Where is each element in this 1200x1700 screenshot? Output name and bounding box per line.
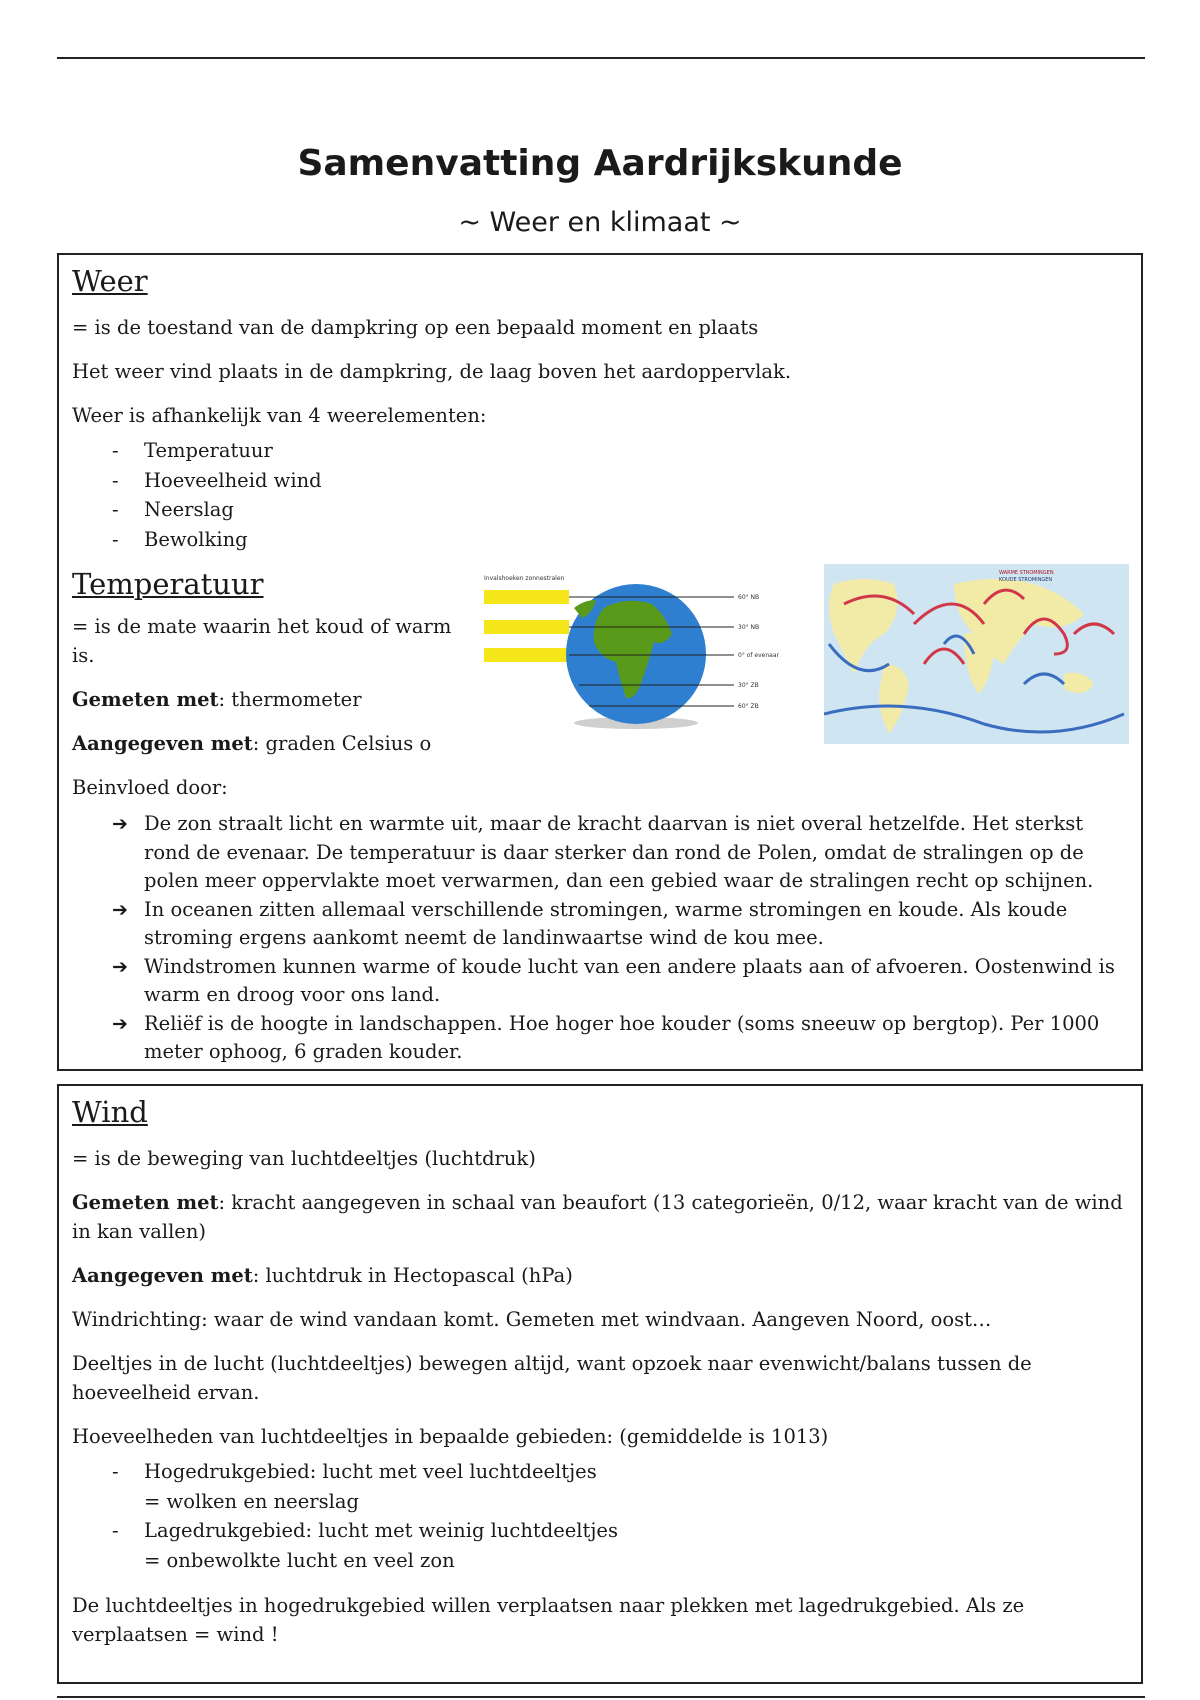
arrow-right-icon: ➔	[112, 955, 128, 978]
weer-heading: Weer	[72, 264, 148, 298]
temperatuur-details	[72, 612, 472, 802]
bottom-rule	[57, 1696, 1145, 1698]
sunray-globe-diagram	[484, 568, 784, 748]
aangegeven-label: Aangegeven met	[72, 732, 253, 755]
map-legend-cold: KOUDE STROMINGEN	[999, 577, 1053, 583]
sunray-band	[484, 648, 569, 662]
globe-caption: Invalshoeken zonnestralen	[484, 575, 565, 582]
list-item	[112, 1010, 1127, 1067]
sunray-band	[484, 590, 569, 604]
latitude-label: 0° of evenaar	[738, 652, 779, 659]
aangegeven-value: : graden Celsius o	[252, 732, 432, 755]
windrichting-text: Windrichting: waar de wind vandaan komt. Gemeten met windvaan. Aangeven Noord, oost…	[72, 1308, 992, 1331]
factor-text: Reliëf is de hoogte in landschappen. Hoe hoger hoe kouder (soms sneeuw op bergtop). Per 1000 meter ophoog, 6 graden kouder.	[144, 1011, 1100, 1063]
latitude-label: 60° NB	[738, 594, 760, 601]
weerelementen-list	[72, 436, 1127, 554]
top-rule	[57, 57, 1145, 59]
temperatuur-definition: = is de mate waarin het koud of warm is.	[72, 615, 452, 667]
list-item	[112, 1516, 1127, 1575]
factor-text: In oceanen zitten allemaal verschillende stromingen, warme stromingen en koude. Als koude stroming ergens aankomt neemt de landinwaartse wind de kou mee.	[144, 897, 1068, 949]
factor-text: Windstromen kunnen warme of koude lucht van een andere plaats aan of afvoeren. Oostenwind is warm en droog voor ons land.	[144, 954, 1115, 1006]
latitude-label: 30° ZB	[738, 682, 759, 689]
weer-box	[57, 253, 1143, 1071]
temperatuur-aangegeven	[72, 729, 472, 758]
arrow-right-icon: ➔	[112, 813, 128, 835]
latitude-label: 60° ZB	[738, 703, 759, 710]
gebied-main: Lagedrukgebied: lucht met weinig luchtdeeltjes	[144, 1519, 618, 1542]
page-title: Samenvatting Aardrijkskunde	[297, 143, 903, 184]
temperatuur-heading: Temperatuur	[72, 567, 264, 601]
list-item: - Bewolking	[112, 525, 1127, 555]
wind-aangegeven	[72, 1261, 1127, 1290]
list-item: - Hoeveelheid wind	[112, 466, 1127, 496]
beinvloed-label: Beinvloed door:	[72, 776, 228, 799]
latitude-label: 30° NB	[738, 624, 760, 631]
conclusie-text: De luchtdeeltjes in hogedrukgebied willen verplaatsen naar plekken met lagedrukgebied. Als ze verplaatsen = wind !	[72, 1594, 1025, 1646]
list-item	[112, 953, 1127, 1010]
gemeten-label: Gemeten met	[72, 688, 219, 711]
hoeveelheden-text: Hoeveelheden van luchtdeeltjes in bepaalde gebieden: (gemiddelde is 1013)	[72, 1425, 829, 1448]
temperatuur-gemeten	[72, 685, 472, 714]
weer-line: Weer is afhankelijk van 4 weerelementen:	[72, 404, 487, 427]
gebied-sub: = onbewolkte lucht en veel zon	[144, 1548, 455, 1572]
ocean-currents-map	[824, 564, 1129, 744]
page-subtitle: ~ Weer en klimaat ~	[458, 207, 742, 238]
weer-line: Het weer vind plaats in de dampkring, de laag boven het aardoppervlak.	[72, 360, 792, 383]
factor-text: De zon straalt licht en warmte uit, maar de kracht daarvan is niet overal hetzelfde. Het sterkst rond de evenaar. De temperatuur is daar sterker dan rond de Polen, omdat de stralingen op de polen meer oppervlakte moet verwarmen, dan een gebied waar de stralingen recht op schijnen.	[144, 812, 1094, 892]
wind-heading: Wind	[72, 1095, 148, 1129]
map-legend-warm: WARME STROMINGEN	[999, 570, 1054, 576]
aangegeven-value: : luchtdruk in Hectopascal (hPa)	[252, 1264, 573, 1287]
aangegeven-label: Aangegeven met	[72, 1264, 253, 1287]
arrow-right-icon: ➔	[112, 1012, 128, 1035]
arrow-right-icon: ➔	[112, 898, 128, 921]
gemeten-value: : kracht aangegeven in schaal van beaufort (13 categorieën, 0/12, waar kracht van de wind in kan vallen)	[72, 1191, 1123, 1243]
temperatuur-section	[72, 564, 1127, 1067]
sunray-band	[484, 620, 569, 634]
list-item	[112, 896, 1127, 953]
temperatuur-factors-list	[72, 810, 1127, 1067]
gemeten-value: : thermometer	[218, 688, 362, 711]
deeltjes-text: Deeltjes in de lucht (luchtdeeltjes) bewegen altijd, want opzoek naar evenwicht/balans tussen de hoeveelheid ervan.	[72, 1352, 1032, 1404]
list-item: - Temperatuur	[112, 436, 1127, 466]
wind-gemeten	[72, 1188, 1127, 1246]
gebied-sub: = wolken en neerslag	[144, 1489, 359, 1513]
gemeten-label: Gemeten met	[72, 1191, 219, 1214]
drukgebieden-list	[72, 1457, 1127, 1575]
wind-box	[57, 1084, 1143, 1684]
list-item	[112, 810, 1127, 896]
list-item: - Neerslag	[112, 495, 1127, 525]
wind-definition: = is de beweging van luchtdeeltjes (luchtdruk)	[72, 1147, 536, 1170]
list-item	[112, 1457, 1127, 1516]
weer-definition: = is de toestand van de dampkring op een bepaald moment en plaats	[72, 316, 759, 339]
gebied-main: Hogedrukgebied: lucht met veel luchtdeeltjes	[144, 1460, 597, 1483]
